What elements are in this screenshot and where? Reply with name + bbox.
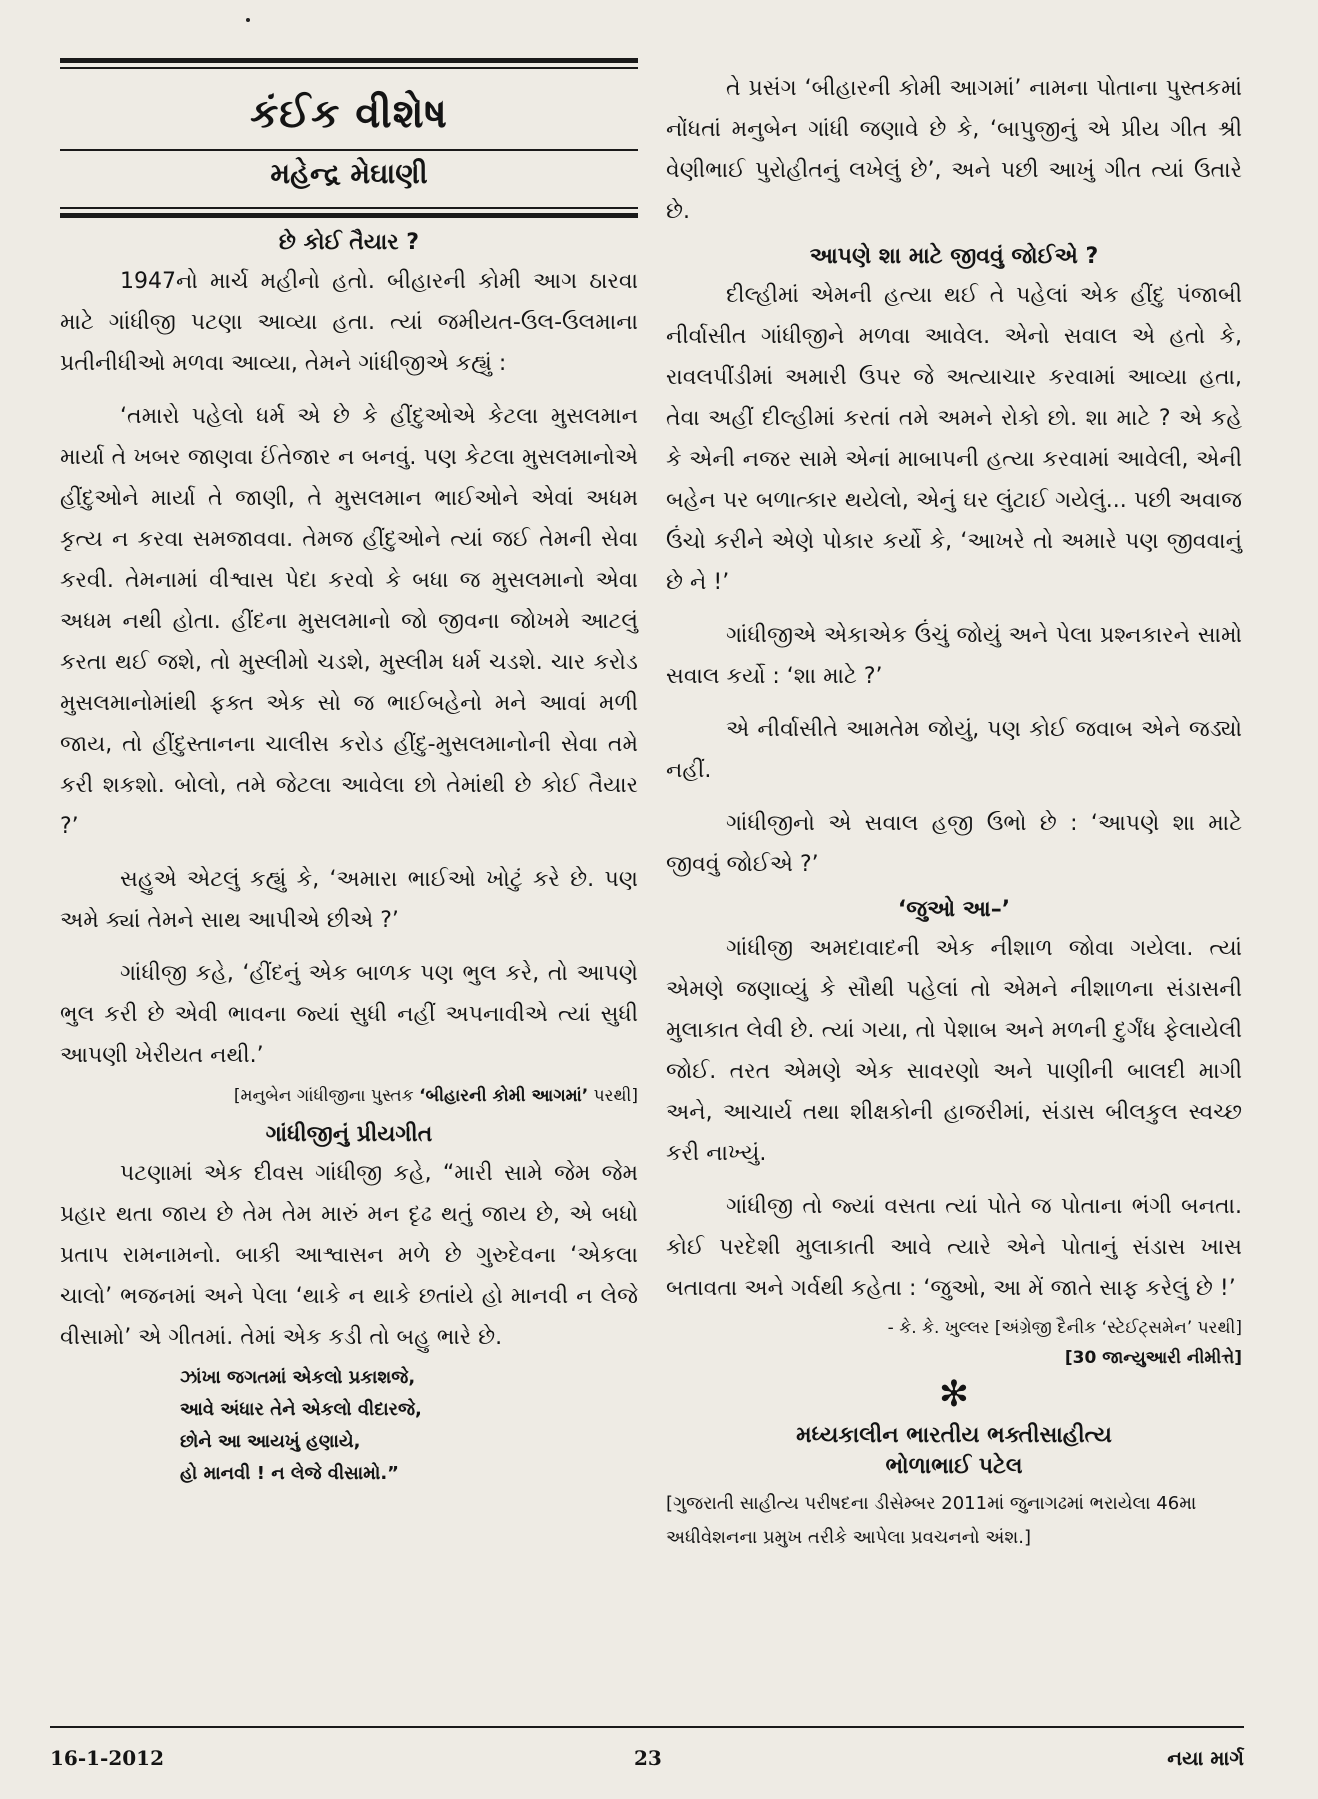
header-bottom-rule <box>60 207 638 218</box>
paragraph: ગાંધીજીએ એકાએક ઉંચું જોયું અને પેલા પ્રશ્નકારને સામો સવાલ કર્યો : ‘શા માટે ?’ <box>666 623 1242 689</box>
verse-line: આવે અંધાર તેને એકલો વીદારજે, <box>180 1399 422 1420</box>
section-author: ભોળાભાઈ પટેલ <box>885 1454 1023 1479</box>
song-verse <box>180 1362 638 1490</box>
title-divider <box>60 149 638 151</box>
paragraph: દીલ્હીમાં એમની હત્યા થઈ તે પહેલાં એક હીંદુ પંજાબી નીર્વાસીત ગાંધીજીને મળવા આવેલ. એનો સવાલ એ હતો કે, રાવલપીંડીમાં અમારી ઉપર જે અત્યાચાર કરવામાં આવ્યા હતા, તેવા અહીં દીલ્હીમાં કરતાં તમે અમને રોકો છો. શા માટે ? એ કહે કે એની નજર સામે એનાં માબાપની હત્યા કરવામાં આવેલી, એની બહેન પર બળાત્કાર થયેલો, એનું ઘર લુંટાઈ ગયેલું... પછી અવાજ ઉંચો કરીને એણે પોકાર કર્યો કે, ‘આખરે તો અમારે પણ જીવવાનું છે ને !’ <box>666 283 1242 595</box>
paragraph: 1947નો માર્ચ મહીનો હતો. બીહારની કોમી આગ ઠારવા માટે ગાંધીજી પટણા આવ્યા હતા. ત્યાં જમીયત-ઉલ-ઉલમાના પ્રતીનીધીઓ મળવા આવ્યા, તેમને ગાંધીજીએ કહ્યું : <box>60 269 638 376</box>
source-citation: [મનુબેન ગાંધીજીના પુસ્તક ‘બીહારની કોમી આગમાં’ પરથી] <box>233 1086 638 1106</box>
section-heading: ‘જુઓ આ–’ <box>897 897 1011 922</box>
speck <box>246 18 250 22</box>
publication-name: નયા માર્ગ <box>1167 1746 1244 1770</box>
page-footer <box>50 1726 1244 1788</box>
paragraph: ગાંધીજી અમદાવાદની એક નીશાળ જોવા ગયેલા. ત્યાં એમણે જણાવ્યું કે સૌથી પહેલાં તો એમને નીશાળના સંડાસની મુલાકાત લેવી છે. ત્યાં ગયા, તો પેશાબ અને મળની દુર્ગંધ ફેલાયેલી જોઈ. તરત એમણે એક સાવરણો અને પાણીની બાલદી માગી અને, આચાર્ય તથા શીક્ષકોની હાજરીમાં, સંડાસ બીલકુલ સ્વચ્છ કરી નાખ્યું. <box>666 936 1242 1166</box>
paragraph: એ નીર્વાસીતે આમતેમ જોયું, પણ કોઈ જવાબ એને જડ્યો નહીં. <box>666 717 1242 783</box>
editorial-note: [ગુજરાતી સાહીત્ય પરીષદના ડીસેમ્બર 2011માં જુનાગઢમાં ભરાયેલા 46મા અધીવેશનના પ્રમુખ તરીકે આપેલા પ્રવચનનો અંશ.] <box>666 1493 1197 1548</box>
column-title: કંઈક વીશેષ <box>250 91 448 137</box>
section-heading: ગાંધીજીનું પ્રીયગીત <box>265 1122 433 1147</box>
article-credit: - કે. કે. ખુલ્લર [અંગ્રેજી દૈનીક ‘સ્ટેઈટ્સમેન’ પરથી] <box>887 1318 1242 1338</box>
paragraph: ગાંધીજી તો જ્યાં વસતા ત્યાં પોતે જ પોતાના ભંગી બનતા. કોઈ પરદેશી મુલાકાતી આવે ત્યારે એને પોતાનું સંડાસ ખાસ બતાવતા અને ગર્વથી કહેતા : ‘જુઓ, આ મેં જાતે સાફ કરેલું છે !’ <box>666 1194 1242 1301</box>
verse-line: હો માનવી ! ન લેજે વીસામો.” <box>180 1463 400 1484</box>
asterisk-separator: ✻ <box>938 1374 970 1415</box>
issue-date: 16-1-2012 <box>50 1746 165 1770</box>
paragraph: પટણામાં એક દીવસ ગાંધીજી કહે, “મારી સામે જેમ જેમ પ્રહાર થતા જાય છે તેમ તેમ મારું મન દૃઢ થતું જાય છે, એ બધો પ્રતાપ રામનામનો. બાકી આશ્વાસન મળે છે ગુરુદેવના ‘એકલા ચાલો’ ભજનમાં અને પેલા ‘થાકે ન થાકે છતાંયે હો માનવી ન લેજે વીસામો’ એ ગીતમાં. તેમાં એક કડી તો બહુ ભારે છે. <box>60 1161 638 1350</box>
verse-line: છોને આ આયખું હણાયે, <box>180 1431 361 1452</box>
paragraph: ગાંધીજીનો એ સવાલ હજી ઉભો છે : ‘આપણે શા માટે જીવવું જોઈએ ?’ <box>666 811 1242 877</box>
left-column <box>60 58 638 1490</box>
page-number: 23 <box>634 1746 662 1770</box>
section-heading: છે કોઈ તૈયાર ? <box>278 230 420 255</box>
date-note: [30 જાન્યુઆરી નીમીત્તે] <box>1064 1348 1242 1368</box>
section-heading: મધ્યકાલીન ભારતીય ભક્તીસાહીત્ય <box>796 1423 1112 1448</box>
paragraph: સહુએ એટલું કહ્યું કે, ‘અમારા ભાઈઓ ખોટું કરે છે. પણ અમે ક્યાં તેમને સાથ આપીએ છીએ ?’ <box>60 867 638 933</box>
right-column <box>666 58 1242 1555</box>
paragraph: ‘તમારો પહેલો ધર્મ એ છે કે હીંદુઓએ કેટલા મુસલમાન માર્યા તે ખબર જાણવા ઈંતેજાર ન બનવું. પણ કેટલા મુસલમાનોએ હીંદુઓને માર્યા તે જાણી, તે મુસલમાન ભાઈઓને એવાં અધમ કૃત્ય ન કરવા સમજાવવા. તેમજ હીંદુઓને ત્યાં જઈ તેમની સેવા કરવી. તેમનામાં વીશ્વાસ પેદા કરવો કે બધા જ મુસલમાનો એવા અધમ નથી હોતા. હીંદના મુસલમાનો જો જીવના જોખમે આટલું કરતા થઈ જશે, તો મુસ્લીમો ચડશે, મુસ્લીમ ધર્મ ચડશે. ચાર કરોડ મુસલમાનોમાંથી ફક્ત એક સો જ ભાઈબહેનો મને આવાં મળી જાય, તો હીંદુસ્તાનના ચાલીસ કરોડ હીંદુ-મુસલમાનોની સેવા તમે કરી શકશો. બોલો, તમે જેટલા આવેલા છો તેમાંથી છે કોઈ તૈયાર ?’ <box>60 404 638 839</box>
column-author: મહેન્દ્ર મેઘાણી <box>270 157 428 190</box>
verse-line: ઝાંખા જગતમાં એકલો પ્રકાશજે, <box>180 1367 416 1388</box>
section-heading: આપણે શા માટે જીવવું જોઈએ ? <box>809 244 1099 269</box>
header-top-rule <box>60 58 638 69</box>
paragraph: તે પ્રસંગ ‘બીહારની કોમી આગમાં’ નામના પોતાના પુસ્તકમાં નોંધતાં મનુબેન ગાંધી જણાવે છે કે, ‘બાપુજીનું એ પ્રીય ગીત શ્રી વેણીભાઈ પુરોહીતનું લખેલું છે’, અને પછી આખું ગીત ત્યાં ઉતારે છે. <box>666 76 1242 224</box>
paragraph: ગાંધીજી કહે, ‘હીંદનું એક બાળક પણ ભુલ કરે, તો આપણે ભુલ કરી છે એવી ભાવના જ્યાં સુધી નહીં અપનાવીએ ત્યાં સુધી આપણી ખેરીયત નથી.’ <box>60 961 638 1068</box>
